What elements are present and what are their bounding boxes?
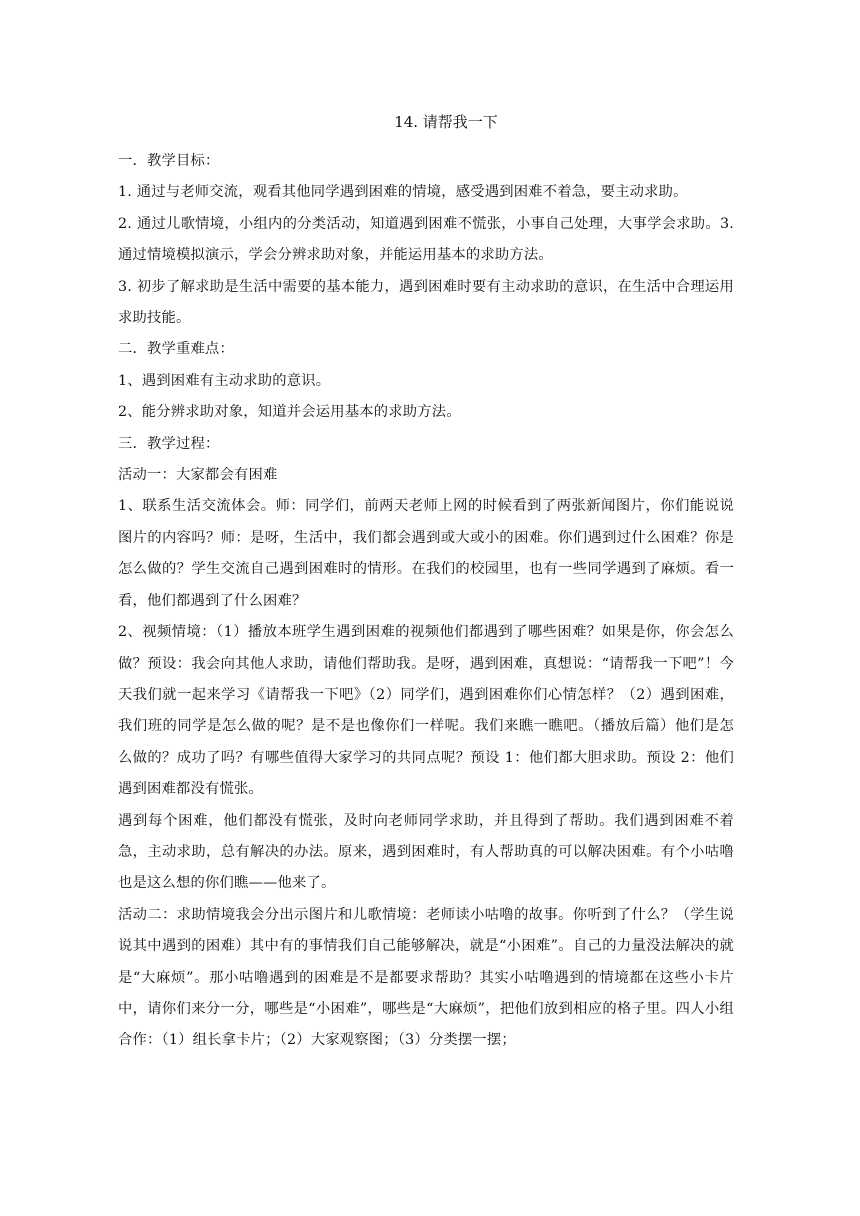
activity-two-paragraph: 活动二：求助情境我会分出示图片和儿歌情境：老师读小咕噜的故事。你听到了什么？（学生说说其中遇到的困难）其中有的事情我们自己能够解决，就是“小困难”。自己的力量没法解决的就是“大麻烦”。那小咕噜遇到的困难是不是都要求帮助？其实小咕噜遇到的情境都在这些小卡片中，请你们来分一分，哪些是“小困难”，哪些是“大麻烦”，把他们放到相应的格子里。四人小组合作：（1）组长拿卡片；（2）大家观察图；（3）分类摆一摆； <box>118 906 734 1049</box>
section-heading-key-points: 二．教学重难点： <box>118 341 234 358</box>
objective-item-2: 2. 通过儿歌情境，小组内的分类活动，知道遇到困难不慌张，小事自己处理，大事学会求助。3.通过情境模拟演示，学会分辨求助对象，并能运用基本的求助方法。 <box>118 215 734 264</box>
activity-one-summary: 遇到每个困难，他们都没有慌张，及时向老师同学求助，并且得到了帮助。我们遇到困难不着急，主动求助，总有解决的办法。原来，遇到困难时，有人帮助真的可以解决困难。有个小咕噜也是这么想的你们瞧——他来了。 <box>118 812 734 892</box>
objective-item-3: 3. 初步了解求助是生活中需要的基本能力，遇到困难时要有主动求助的意识，在生活中合理运用求助技能。 <box>118 278 734 327</box>
section-heading-process: 三．教学过程： <box>118 435 220 452</box>
document-page <box>118 112 734 1057</box>
activity-one-heading: 活动一：大家都会有困难 <box>118 467 278 484</box>
objective-item-1: 1. 通过与老师交流，观看其他同学遇到困难的情境，感受遇到困难不着急，要主动求助。 <box>118 184 688 201</box>
document-title: 14. 请帮我一下 <box>394 113 498 131</box>
key-point-item-1: 1、遇到困难有主动求助的意识。 <box>118 372 331 389</box>
activity-one-step-2: 2、视频情境：（1）播放本班学生遇到困难的视频他们都遇到了哪些困难？如果是你，你会怎么做？预设：我会向其他人求助，请他们帮助我。是呀，遇到困难，真想说：“请帮我一下吧”！今天我们就一起来学习《请帮我一下吧》（2）同学们，遇到困难你们心情怎样？（2）遇到困难，我们班的同学是怎么做的呢？是不是也像你们一样呢。我们来瞧一瞧吧。（播放后篇）他们是怎么做的？成功了吗？有哪些值得大家学习的共同点呢？预设 1：他们都大胆求助。预设 2：他们遇到困难都没有慌张。 <box>118 624 734 798</box>
key-point-item-2: 2、能分辨求助对象，知道并会运用基本的求助方法。 <box>118 404 461 421</box>
activity-one-step-1: 1、联系生活交流体会。师：同学们，前两天老师上网的时候看到了两张新闻图片，你们能说说图片的内容吗？师：是呀，生活中，我们都会遇到或大或小的困难。你们遇到过什么困难？你是怎么做的？学生交流自己遇到困难时的情形。在我们的校园里，也有一些同学遇到了麻烦。看一看，他们都遇到了什么困难？ <box>118 498 734 609</box>
section-heading-objectives: 一．教学目标： <box>118 153 220 169</box>
